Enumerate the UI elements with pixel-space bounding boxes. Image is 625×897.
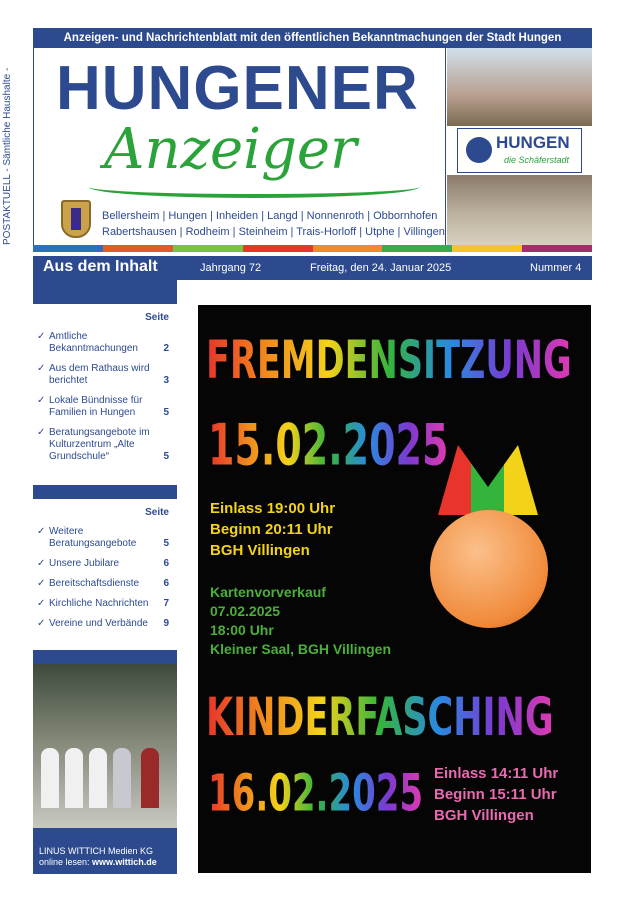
masthead-logo [33, 48, 446, 245]
toc-item-page: 3 [163, 375, 169, 386]
stripe-segment [313, 245, 383, 252]
volume: Jahrgang 72 [200, 262, 262, 274]
checkmark-icon: ✓ [37, 526, 46, 537]
poster-title-1: FREMDENSITZUNG [206, 331, 572, 392]
toc-page-header: Seite [145, 312, 169, 323]
toc-item-label: Beratungsangebote im Kulturzentrum „Alte Grundschule“ [49, 427, 150, 462]
stripe-segment [522, 245, 592, 252]
header-photos [447, 48, 592, 245]
logo-subtitle: Anzeiger [104, 117, 357, 182]
toc-page-header: Seite [145, 507, 169, 518]
district-line: Bellersheim | Hungen | Inheiden | Langd | Nonnenroth | Obbornhofen [102, 210, 438, 222]
toc-item[interactable] [37, 427, 177, 463]
checkmark-icon: ✓ [37, 578, 46, 589]
checkmark-icon: ✓ [37, 427, 46, 438]
table-of-contents [33, 280, 177, 638]
toc-item-page: 7 [163, 598, 169, 609]
header-banner: Anzeigen- und Nachrichtenblatt mit den öffentlichen Bekanntmachungen der Stadt Hungen [33, 28, 592, 48]
toc-item[interactable] [37, 598, 177, 610]
poster-date-2: 16.02.2025 [208, 764, 424, 824]
sheep-parade-photo [447, 175, 592, 245]
distribution-note: POSTAKTUELL - Sämtliche Haushalte - [2, 67, 13, 245]
logo-title: HUNGENER [56, 54, 419, 123]
poster-details-2: Einlass 14:11 Uhr Beginn 15:11 Uhr BGH Villingen [434, 765, 559, 824]
stripe-segment [33, 245, 103, 252]
castle-photo [447, 48, 592, 126]
toc-item[interactable] [37, 363, 177, 387]
onion-mascot-icon [430, 510, 548, 628]
city-tagline: die Schäferstadt [504, 155, 570, 165]
checkmark-icon: ✓ [37, 363, 46, 374]
color-stripe [33, 245, 592, 252]
toc-item[interactable] [37, 578, 177, 590]
toc-item-page: 5 [163, 407, 169, 418]
stripe-segment [103, 245, 173, 252]
coat-of-arms-icon [61, 200, 91, 238]
city-logo [457, 128, 582, 173]
checkmark-icon: ✓ [37, 395, 46, 406]
toc-item[interactable] [37, 331, 177, 355]
toc-item[interactable] [37, 526, 177, 550]
online-label: online lesen: [39, 857, 93, 867]
checkmark-icon: ✓ [37, 558, 46, 569]
logo-swoosh [89, 176, 419, 198]
stripe-segment [382, 245, 452, 252]
toc-item-page: 2 [163, 343, 169, 354]
stripe-segment [173, 245, 243, 252]
photo-header-bar [33, 650, 177, 664]
checkmark-icon: ✓ [37, 598, 46, 609]
toc-item-label: Bereitschaftsdienste [49, 578, 140, 589]
toc-item-page: 5 [163, 538, 169, 549]
publisher-url[interactable]: www.wittich.de [92, 857, 157, 867]
district-line: Rabertshausen | Rodheim | Steinheim | Trais-Horloff | Utphe | Villingen [102, 226, 445, 238]
toc-item-label: Weitere Beratungsangebote [49, 526, 137, 549]
toc-item-label: Unsere Jubilare [49, 558, 120, 569]
city-name: HUNGEN [496, 133, 570, 152]
toc-item-page: 9 [163, 618, 169, 629]
toc-item-label: Amtliche Bekanntmachungen [49, 331, 138, 354]
info-bar [33, 256, 592, 280]
jester-hat-icon [438, 445, 538, 515]
toc-item-page: 6 [163, 558, 169, 569]
poster-date-1: 15.02.2025 [208, 412, 449, 478]
carnival-poster [198, 305, 591, 873]
checkmark-icon: ✓ [37, 618, 46, 629]
poster-title-2: KINDERFASCHING [206, 688, 554, 749]
toc-header-bar [33, 280, 177, 304]
toc-item-label: Kirchliche Nachrichten [49, 598, 149, 609]
district-list [102, 208, 445, 240]
issue-number: Nummer 4 [530, 262, 582, 274]
star-singers-photo [33, 664, 177, 828]
toc-item-label: Lokale Bündnisse für Familien in Hungen [49, 395, 143, 418]
poster-details-1: Einlass 19:00 Uhr Beginn 20:11 Uhr BGH Villingen [210, 500, 336, 559]
publisher-name: LINUS WITTICH Medien KG [39, 846, 154, 856]
toc-item-page: 5 [163, 451, 169, 462]
toc-item[interactable] [37, 395, 177, 419]
city-emblem-icon [466, 137, 492, 163]
toc-item[interactable] [37, 618, 177, 630]
stripe-segment [452, 245, 522, 252]
toc-divider-bar [33, 485, 177, 499]
publisher-footer [33, 828, 177, 874]
toc-item[interactable] [37, 558, 177, 570]
contents-heading: Aus dem Inhalt [43, 258, 158, 275]
toc-item-label: Vereine und Verbände [49, 618, 148, 629]
checkmark-icon: ✓ [37, 331, 46, 342]
poster-presale: Kartenvorverkauf 07.02.2025 18:00 Uhr Kleiner Saal, BGH Villingen [210, 584, 392, 657]
toc-item-page: 6 [163, 578, 169, 589]
issue-date: Freitag, den 24. Januar 2025 [310, 262, 452, 274]
toc-item-label: Aus dem Rathaus wird berichtet [49, 363, 150, 386]
stripe-segment [243, 245, 313, 252]
